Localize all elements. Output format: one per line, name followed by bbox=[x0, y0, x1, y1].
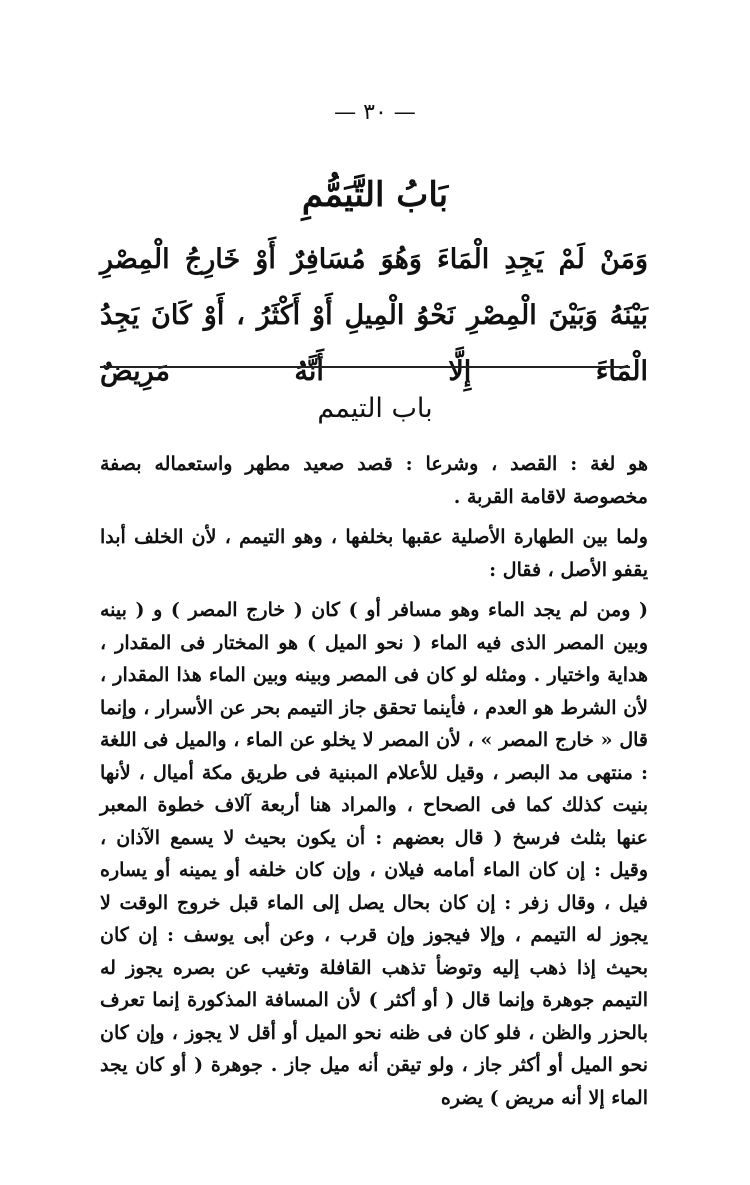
page-number: — ٣٠ — bbox=[334, 100, 416, 125]
section-divider bbox=[100, 366, 630, 368]
commentary-paragraph: ولما بين الطهارة الأصلية عقبها بخلفها ، وهو التيمم ، لأن الخلف أبدا يقفو الأصل ، فقال : bbox=[100, 526, 648, 581]
commentary-paragraph: ( ومن لم يجد الماء وهو مسافر أو ) كان ( خارج المصر ) و ( بينه وبين المصر الذى فيه الماء ( نحو الميل ) هو المختار فى المقدار ، هداية واختيار . ومثله لو كان فى المصر وبينه وبين الماء هذا المقدار ، لأن الشرط هو العدم ، فأينما تحقق جاز التيمم بحر عن الأسرار ، وإنما قال « خارج المصر » ، لأن المصر لا يخلو عن الماء ، والميل فى اللغة : منتهى مد البصر ، وقيل للأعلام المبنية فى طريق مكة أميال ، لأنها بنيت كذلك كما فى الصحاح ، والمراد هنا أربعة آلاف خطوة المعبر عنها بثلث فرسخ ( قال بعضهم : أن يكون بحيث لا يسمع الآذان ، وقيل : إن كان الماء أمامه فيلان ، وإن كان خلفه أو يمينه أو يساره فيل ، وقال زفر : إن كان بحال يصل إلى الماء قبل خروج الوقت لا يجوز له التيمم ، وإلا فيجوز وإن قرب ، وعن أبى يوسف : إن كان بحيث إذا ذهب إليه وتوضأ تذهب القافلة وتغيب عن بصره يجوز له التيمم جوهرة وإنما قال ( أو أكثر ) لأن المسافة المذكورة إنما تعرف بالحزر والظن ، فلو كان فى ظنه نحو الميل أو أقل لا يجوز ، وإن كان نحو الميل أو أكثر جاز ، ولو تيقن أنه ميل جاز . جوهرة ( أو كان يجد الماء إلا أنه مريض ) يضره bbox=[100, 599, 648, 1109]
matn-text: وَمَنْ لَمْ يَجِدِ الْمَاءَ وَهُوَ مُسَافِرٌ أَوْ خَارِجُ الْمِصْرِ بَيْنَهُ وَبَيْنَ الْمِصْرِ نَحْوُ الْمِيلِ أَوْ أَكْثَرُ ، أَوْ كَانَ يَجِدُ الْمَاءَ إِلَّا أَنَّهُ مَرِيضٌ bbox=[100, 244, 648, 387]
commentary-chapter-heading: باب التيمم bbox=[317, 393, 433, 424]
commentary-body bbox=[100, 448, 648, 1114]
matn-chapter-heading: بَابُ التَّيَمُّمِ bbox=[301, 175, 449, 215]
commentary-paragraph: هو لغة : القصد ، وشرعا : قصد صعيد مطهر واستعماله بصفة مخصوصة لاقامة القربة . bbox=[100, 453, 648, 508]
